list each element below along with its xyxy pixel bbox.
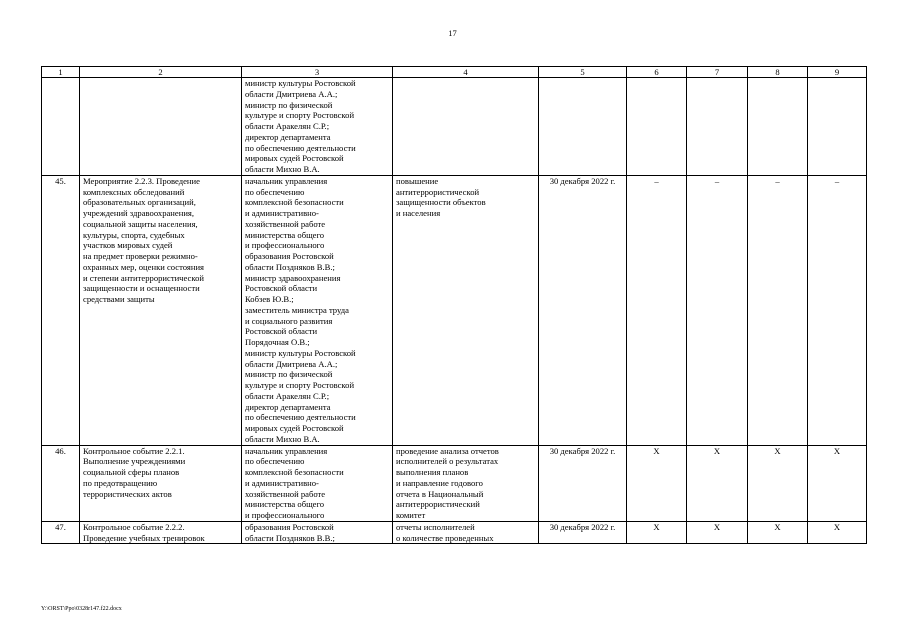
event-cell-line: учреждений здравоохранения,	[83, 208, 195, 218]
deadline-cell: 30 декабря 2022 г.	[539, 175, 627, 445]
row-number-cell: 47.	[42, 521, 80, 544]
event-cell-line: по предотвращению	[83, 477, 158, 488]
page-number: 17	[448, 28, 457, 38]
event-cell	[80, 445, 242, 521]
responsible-cell-line: области Аракелян С.Р.;	[245, 121, 330, 131]
table-row	[42, 175, 867, 445]
event-cell-line: средствами защиты	[83, 294, 155, 304]
responsible-cell-line: мировых судей Ростовской	[245, 153, 344, 164]
event-cell-line: участков мировых судей	[83, 240, 173, 251]
responsible-cell-line: Порядочная О.В.;	[245, 337, 310, 347]
event-cell-line: образовательных организаций,	[83, 197, 196, 208]
result-cell-line: повышение	[396, 175, 439, 186]
row-number-cell: 46.	[42, 445, 80, 521]
mark-cell	[687, 78, 748, 176]
header-cell: 8	[748, 67, 808, 78]
table-header-row	[42, 67, 867, 78]
responsible-cell-line: хозяйственной работе	[245, 488, 326, 499]
responsible-cell-line: и административно-	[245, 208, 319, 218]
responsible-cell-line: и профессионального	[245, 240, 325, 251]
header-cell: 1	[42, 67, 80, 78]
result-cell-line: комитет	[396, 510, 426, 520]
responsible-cell-line: культуре и спорту Ростовской	[245, 110, 355, 121]
responsible-cell-line: комплексной безопасности	[245, 467, 344, 477]
responsible-cell-line: министр здравоохранения	[245, 272, 341, 283]
responsible-cell-line: области Дмитриева А.А.;	[245, 88, 338, 99]
responsible-cell-line: директор департамента	[245, 131, 331, 142]
result-cell-line: выполнения планов	[396, 467, 469, 477]
mark-cell	[627, 78, 687, 176]
responsible-cell-line: и социального развития	[245, 315, 333, 326]
mark-cell: Х	[627, 521, 687, 544]
mark-cell: –	[808, 175, 867, 445]
mark-cell: Х	[808, 445, 867, 521]
event-cell-line: Контрольное событие 2.2.2.	[83, 521, 185, 532]
responsible-cell-line: и профессионального	[245, 510, 325, 520]
event-cell-line: Выполнение учреждениями	[83, 456, 186, 467]
responsible-cell-line: министр культуры Ростовской	[245, 78, 356, 88]
header-cell: 3	[242, 67, 393, 78]
responsible-cell-line: министр по физической	[245, 99, 333, 110]
responsible-cell-line: директор департамента	[245, 401, 331, 412]
mark-cell: Х	[748, 445, 808, 521]
responsible-cell-line: министерства общего	[245, 499, 325, 510]
row-number-cell	[42, 78, 80, 176]
responsible-cell-line: области Михно В.А.	[245, 433, 320, 444]
event-cell-line: Контрольное событие 2.2.1.	[83, 445, 185, 456]
responsible-cell	[242, 521, 393, 544]
result-cell	[393, 78, 539, 176]
responsible-cell-line: по обеспечению деятельности	[245, 412, 356, 423]
mark-cell: Х	[687, 521, 748, 544]
mark-cell: –	[687, 175, 748, 445]
mark-cell: –	[748, 175, 808, 445]
result-cell-line: отчеты исполнителей	[396, 521, 475, 532]
event-cell-line: Мероприятие 2.2.3. Проведение	[83, 175, 200, 186]
deadline-cell	[539, 78, 627, 176]
responsible-cell-line: министр по физической	[245, 369, 333, 380]
responsible-cell-line: области Михно В.А.	[245, 164, 320, 174]
result-cell	[393, 521, 539, 544]
result-cell-line: антитеррористической	[396, 186, 480, 197]
event-cell-line: комплексных обследований	[83, 186, 185, 197]
responsible-cell-line: по обеспечению деятельности	[245, 142, 356, 153]
responsible-cell-line: культуре и спорту Ростовской	[245, 380, 355, 390]
header-cell: 5	[539, 67, 627, 78]
table-row	[42, 521, 867, 544]
result-cell-line: и населения	[396, 208, 441, 218]
mark-cell: Х	[687, 445, 748, 521]
responsible-cell-line: начальник управления	[245, 445, 328, 456]
table-row	[42, 78, 867, 176]
responsible-cell-line: области Аракелян С.Р.;	[245, 390, 330, 401]
deadline-cell: 30 декабря 2022 г.	[539, 445, 627, 521]
header-cell: 6	[627, 67, 687, 78]
event-cell	[80, 175, 242, 445]
result-cell-line: о количестве проведенных	[396, 532, 494, 543]
responsible-cell-line: образования Ростовской	[245, 521, 334, 532]
mark-cell	[808, 78, 867, 176]
result-cell	[393, 175, 539, 445]
table-row	[42, 445, 867, 521]
mark-cell: Х	[627, 445, 687, 521]
header-cell: 7	[687, 67, 748, 78]
event-cell	[80, 521, 242, 544]
responsible-cell-line: Ростовской области	[245, 326, 318, 337]
header-cell: 2	[80, 67, 242, 78]
result-cell-line: и направление годового	[396, 477, 483, 488]
result-cell-line: исполнителей о результатах	[396, 456, 499, 467]
responsible-cell-line: хозяйственной работе	[245, 218, 326, 229]
row-number-cell: 45.	[42, 175, 80, 445]
responsible-cell-line: области Поздняков В.В.;	[245, 532, 335, 543]
file-path-footer: Y:\ORST\Ppo\0328r147.f22.docx	[41, 606, 122, 612]
event-cell-line: Проведение учебных тренировок	[83, 532, 205, 543]
event-cell-line: социальной сферы планов	[83, 467, 180, 477]
event-cell-line: защищенности и оснащенности	[83, 283, 200, 294]
event-cell-line: культуры, спорта, судебных	[83, 229, 185, 240]
responsible-cell-line: Ростовской области	[245, 283, 318, 294]
responsible-cell-line: заместитель министра труда	[245, 304, 349, 315]
responsible-cell-line: области Поздняков В.В.;	[245, 261, 335, 272]
responsible-cell-line: министерства общего	[245, 229, 325, 240]
event-cell-line: террористических актов	[83, 488, 172, 499]
event-cell-line: охранных мер, оценки состояния	[83, 261, 205, 272]
responsible-cell-line: по обеспечению	[245, 456, 305, 467]
mark-cell: Х	[748, 521, 808, 544]
event-cell-line: на предмет проверки режимно-	[83, 251, 198, 261]
responsible-cell-line: мировых судей Ростовской	[245, 423, 344, 433]
responsible-cell	[242, 78, 393, 176]
responsible-cell	[242, 445, 393, 521]
header-cell: 9	[808, 67, 867, 78]
responsible-cell-line: Кобзев Ю.В.;	[245, 294, 294, 304]
responsible-cell-line: начальник управления	[245, 175, 328, 186]
result-cell-line: проведение анализа отчетов	[396, 445, 499, 456]
responsible-cell-line: министр культуры Ростовской	[245, 347, 356, 358]
mark-cell: Х	[808, 521, 867, 544]
mark-cell	[748, 78, 808, 176]
responsible-cell-line: образования Ростовской	[245, 251, 334, 261]
responsible-cell-line: области Дмитриева А.А.;	[245, 358, 338, 369]
event-cell-line: и степени антитеррористической	[83, 272, 204, 283]
responsible-cell-line: по обеспечению	[245, 186, 305, 197]
header-cell: 4	[393, 67, 539, 78]
event-cell	[80, 78, 242, 176]
measures-table	[41, 66, 867, 544]
result-cell-line: антитеррористический	[396, 499, 480, 510]
result-cell-line: отчета в Национальный	[396, 488, 484, 499]
result-cell	[393, 445, 539, 521]
responsible-cell	[242, 175, 393, 445]
responsible-cell-line: и административно-	[245, 477, 319, 488]
event-cell-line: социальной защиты населения,	[83, 218, 198, 229]
deadline-cell: 30 декабря 2022 г.	[539, 521, 627, 544]
responsible-cell-line: комплексной безопасности	[245, 197, 344, 208]
mark-cell: –	[627, 175, 687, 445]
result-cell-line: защищенности объектов	[396, 197, 486, 208]
